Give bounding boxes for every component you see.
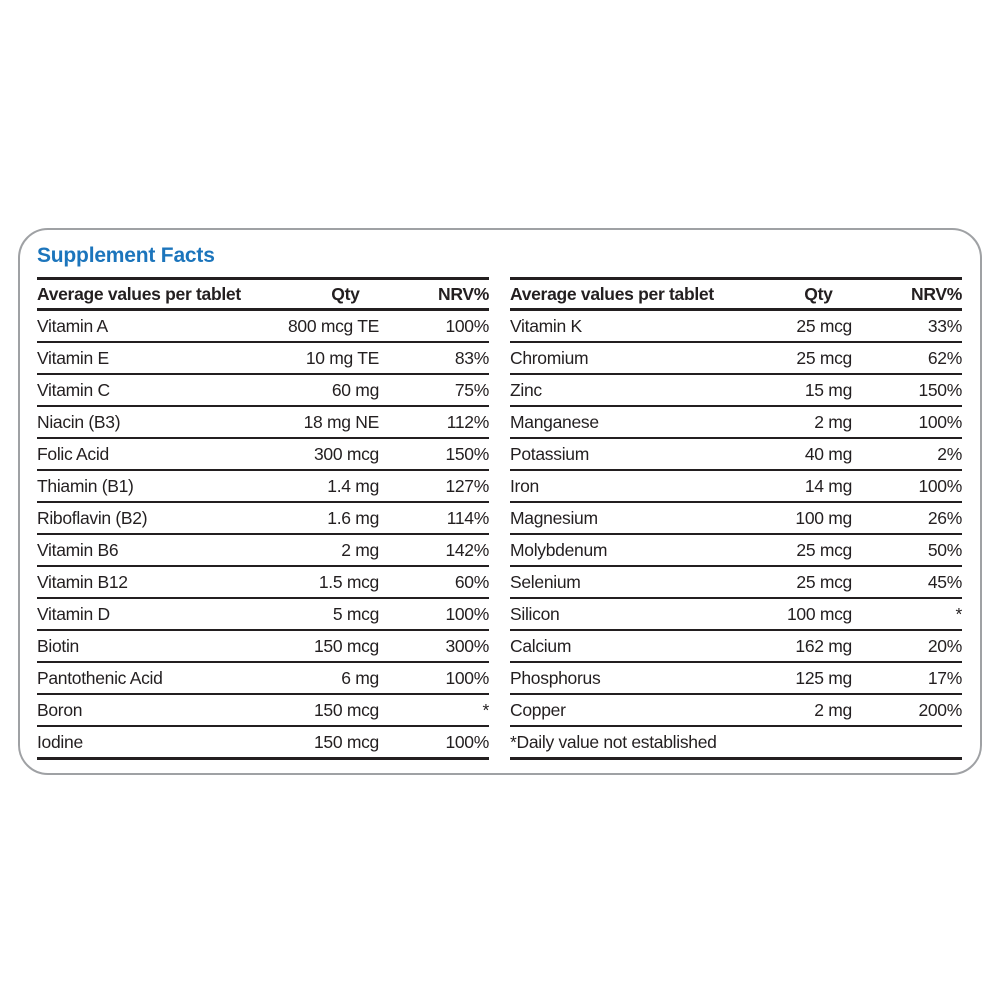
table-row — [510, 695, 962, 727]
table-row — [37, 727, 489, 760]
nutrient-name: Pantothenic Acid — [37, 667, 163, 688]
nutrient-name: Boron — [37, 699, 83, 720]
nutrient-name: Iodine — [37, 731, 83, 752]
nutrient-name: Manganese — [510, 411, 599, 432]
nutrient-name: Vitamin A — [37, 315, 108, 336]
footnote-row — [510, 727, 962, 760]
nutrient-name: Vitamin D — [37, 603, 110, 624]
nutrient-qty: 15 mg — [804, 379, 852, 400]
nutrient-name: Copper — [510, 699, 566, 720]
nutrient-name: Chromium — [510, 347, 589, 368]
nutrient-qty: 2 mg — [341, 539, 379, 560]
nutrient-qty: 18 mg NE — [303, 411, 379, 432]
nutrient-qty: 800 mcg TE — [287, 315, 379, 336]
nutrient-nrv: 62% — [927, 347, 962, 368]
nutrient-qty: 5 mcg — [332, 603, 379, 624]
nutrient-name: Vitamin B12 — [37, 571, 128, 592]
table-row — [510, 471, 962, 503]
nutrient-nrv: 114% — [446, 507, 489, 528]
nutrient-nrv: 50% — [927, 539, 962, 560]
nutrient-nrv: 100% — [445, 667, 489, 688]
nutrient-qty: 1.5 mcg — [318, 571, 379, 592]
col-header-nrv: NRV% — [911, 283, 962, 304]
nutrient-qty: 150 mcg — [313, 635, 379, 656]
nutrient-qty: 25 mcg — [796, 347, 852, 368]
left-table-header — [37, 277, 489, 311]
col-header-name: Average values per tablet — [510, 283, 714, 304]
nutrient-qty: 162 mg — [795, 635, 852, 656]
nutrient-name: Zinc — [510, 379, 542, 400]
nutrient-nrv: 300% — [445, 635, 489, 656]
nutrient-name: Riboflavin (B2) — [37, 507, 148, 528]
nutrient-nrv: 100% — [445, 731, 489, 752]
nutrient-name: Biotin — [37, 635, 79, 656]
nutrient-qty: 40 mg — [804, 443, 852, 464]
nutrient-qty: 6 mg — [341, 667, 379, 688]
nutrient-qty: 25 mcg — [796, 315, 852, 336]
nutrient-qty: 10 mg TE — [305, 347, 379, 368]
col-header-name: Average values per tablet — [37, 283, 241, 304]
table-row — [510, 663, 962, 695]
nutrient-nrv: 20% — [927, 635, 962, 656]
supplement-facts-panel — [18, 228, 982, 775]
nutrient-qty: 100 mcg — [786, 603, 852, 624]
nutrient-name: Vitamin C — [37, 379, 110, 400]
nutrient-nrv: 127% — [445, 475, 489, 496]
table-row — [37, 407, 489, 439]
nutrient-name: Selenium — [510, 571, 581, 592]
left-nutrient-table — [37, 277, 489, 760]
col-header-nrv: NRV% — [438, 283, 489, 304]
table-row — [37, 695, 489, 727]
nutrient-name: Magnesium — [510, 507, 598, 528]
nutrient-nrv: * — [955, 603, 962, 624]
table-row — [510, 535, 962, 567]
nutrient-qty: 25 mcg — [796, 539, 852, 560]
nutrient-nrv: 100% — [918, 411, 962, 432]
nutrient-nrv: 45% — [927, 571, 962, 592]
col-header-qty: Qty — [804, 283, 833, 304]
right-nutrient-table — [510, 277, 962, 760]
nutrient-qty: 2 mg — [814, 699, 852, 720]
table-row — [37, 311, 489, 343]
nutrient-name: Vitamin E — [37, 347, 109, 368]
nutrient-qty: 60 mg — [331, 379, 379, 400]
nutrient-name: Vitamin B6 — [37, 539, 119, 560]
col-header-qty: Qty — [331, 283, 360, 304]
nutrient-nrv: 33% — [927, 315, 962, 336]
nutrient-name: Vitamin K — [510, 315, 582, 336]
panel-title: Supplement Facts — [37, 244, 215, 267]
nutrient-nrv: 150% — [918, 379, 962, 400]
nutrient-nrv: 100% — [918, 475, 962, 496]
nutrient-nrv: 150% — [445, 443, 489, 464]
table-row — [37, 375, 489, 407]
nutrient-qty: 1.4 mg — [327, 475, 379, 496]
table-row — [37, 599, 489, 631]
table-row — [510, 311, 962, 343]
nutrient-qty: 300 mcg — [313, 443, 379, 464]
nutrient-qty: 150 mcg — [313, 731, 379, 752]
table-row — [37, 439, 489, 471]
table-row — [37, 503, 489, 535]
right-table-header — [510, 277, 962, 311]
nutrient-name: Phosphorus — [510, 667, 601, 688]
table-row — [37, 471, 489, 503]
table-row — [510, 503, 962, 535]
nutrient-nrv: 75% — [454, 379, 489, 400]
nutrient-qty: 1.6 mg — [327, 507, 379, 528]
nutrient-name: Potassium — [510, 443, 589, 464]
nutrient-nrv: 100% — [445, 603, 489, 624]
nutrient-qty: 2 mg — [814, 411, 852, 432]
nutrient-qty: 150 mcg — [313, 699, 379, 720]
nutrient-qty: 25 mcg — [796, 571, 852, 592]
table-row — [510, 407, 962, 439]
nutrient-nrv: 112% — [446, 411, 489, 432]
nutrient-nrv: 17% — [927, 667, 962, 688]
table-row — [510, 599, 962, 631]
nutrient-nrv: 142% — [445, 539, 489, 560]
table-row — [510, 631, 962, 663]
nutrient-nrv: 2% — [937, 443, 962, 464]
table-row — [510, 439, 962, 471]
nutrient-nrv: 26% — [927, 507, 962, 528]
nutrient-name: Iron — [510, 475, 539, 496]
table-row — [37, 663, 489, 695]
nutrient-nrv: 83% — [454, 347, 489, 368]
table-row — [37, 567, 489, 599]
nutrient-qty: 125 mg — [795, 667, 852, 688]
daily-value-footnote: *Daily value not established — [510, 731, 717, 752]
table-row — [510, 375, 962, 407]
nutrient-name: Thiamin (B1) — [37, 475, 134, 496]
table-row — [37, 535, 489, 567]
nutrient-qty: 100 mg — [795, 507, 852, 528]
nutrient-nrv: * — [482, 699, 489, 720]
nutrient-name: Calcium — [510, 635, 572, 656]
table-row — [510, 567, 962, 599]
table-row — [510, 343, 962, 375]
tables-container — [37, 277, 960, 760]
table-row — [37, 343, 489, 375]
nutrient-name: Molybdenum — [510, 539, 608, 560]
nutrient-name: Silicon — [510, 603, 560, 624]
nutrient-name: Folic Acid — [37, 443, 109, 464]
table-row — [37, 631, 489, 663]
nutrient-nrv: 100% — [445, 315, 489, 336]
nutrient-qty: 14 mg — [804, 475, 852, 496]
nutrient-name: Niacin (B3) — [37, 411, 121, 432]
nutrient-nrv: 200% — [918, 699, 962, 720]
nutrient-nrv: 60% — [454, 571, 489, 592]
